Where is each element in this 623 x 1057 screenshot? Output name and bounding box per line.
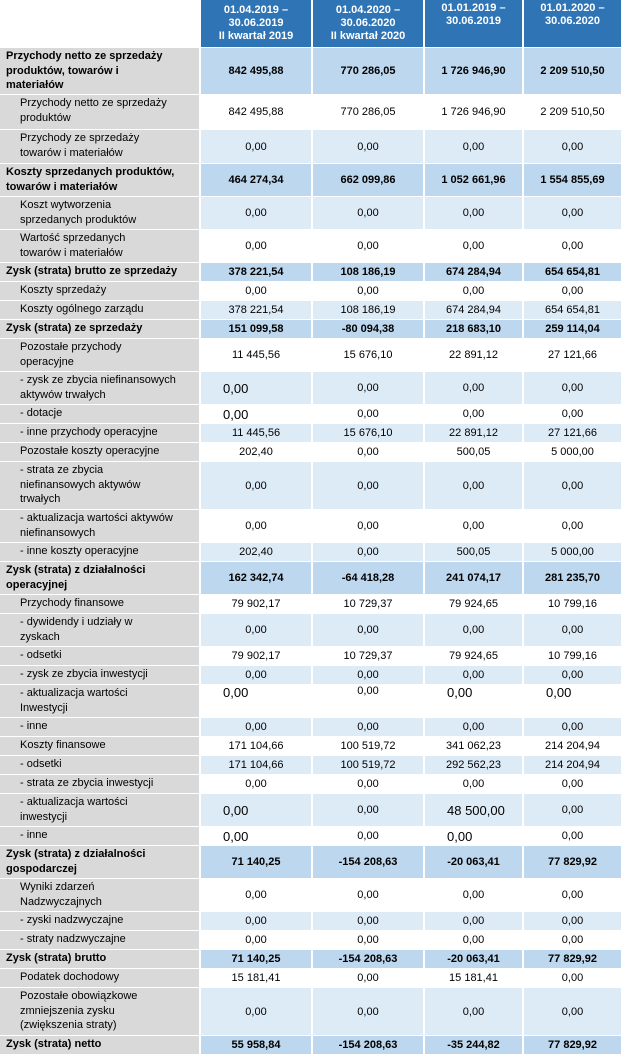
value-cell: 0,00 bbox=[425, 462, 524, 510]
value-cell: 0,00 bbox=[313, 685, 425, 718]
value-cell: 0,00 bbox=[425, 988, 524, 1036]
value-cell: 10 729,37 bbox=[313, 595, 425, 614]
value-cell: 378 221,54 bbox=[201, 263, 313, 282]
value-cell: 259 114,04 bbox=[524, 320, 623, 339]
value-cell: 0,00 bbox=[201, 372, 313, 405]
value-cell: 0,00 bbox=[313, 130, 425, 164]
value-cell: 0,00 bbox=[425, 372, 524, 405]
value-cell: 0,00 bbox=[425, 666, 524, 685]
value-cell: 0,00 bbox=[313, 794, 425, 827]
table-row bbox=[0, 424, 623, 443]
value-cell: 0,00 bbox=[524, 405, 623, 424]
row-label: - straty nadzwyczajne bbox=[0, 931, 201, 950]
row-label: Przychody ze sprzedaży towarów i materiałów bbox=[0, 130, 201, 164]
row-label: Zysk (strata) z działalności operacyjnej bbox=[0, 562, 201, 595]
value-cell: 2 209 510,50 bbox=[524, 95, 623, 130]
value-cell: 48 500,00 bbox=[425, 794, 524, 827]
value-cell: 202,40 bbox=[201, 543, 313, 562]
value-cell: 0,00 bbox=[425, 405, 524, 424]
value-cell: 214 204,94 bbox=[524, 756, 623, 775]
table-row bbox=[0, 647, 623, 666]
value-cell: 55 958,84 bbox=[201, 1036, 313, 1055]
value-cell: 22 891,12 bbox=[425, 339, 524, 372]
table-row bbox=[0, 339, 623, 372]
value-cell: 0,00 bbox=[201, 912, 313, 931]
value-cell: 842 495,88 bbox=[201, 95, 313, 130]
value-cell: 378 221,54 bbox=[201, 301, 313, 320]
value-cell: 79 924,65 bbox=[425, 647, 524, 666]
period-header: 01.01.2020 – 30.06.2020 bbox=[524, 0, 623, 48]
value-cell: 0,00 bbox=[524, 827, 623, 846]
value-cell: 10 799,16 bbox=[524, 595, 623, 614]
table-row bbox=[0, 794, 623, 827]
value-cell: 0,00 bbox=[524, 969, 623, 988]
value-cell: 0,00 bbox=[524, 130, 623, 164]
table-row bbox=[0, 130, 623, 164]
table-row bbox=[0, 95, 623, 130]
value-cell: 500,05 bbox=[425, 543, 524, 562]
value-cell: 214 204,94 bbox=[524, 737, 623, 756]
value-cell: 11 445,56 bbox=[201, 424, 313, 443]
value-cell: 108 186,19 bbox=[313, 301, 425, 320]
period-header: 01.04.2020 – 30.06.2020 II kwartał 2020 bbox=[313, 0, 425, 48]
table-row bbox=[0, 443, 623, 462]
table-row bbox=[0, 282, 623, 301]
value-cell: 71 140,25 bbox=[201, 950, 313, 969]
value-cell: 79 924,65 bbox=[425, 595, 524, 614]
value-cell: 0,00 bbox=[524, 685, 623, 718]
value-cell: -20 063,41 bbox=[425, 846, 524, 879]
value-cell: 0,00 bbox=[313, 543, 425, 562]
period-header: 01.01.2019 – 30.06.2019 bbox=[425, 0, 524, 48]
row-label: - aktualizacja wartości inwestycji bbox=[0, 794, 201, 827]
value-cell: 0,00 bbox=[313, 969, 425, 988]
table-row bbox=[0, 775, 623, 794]
row-label: Koszty finansowe bbox=[0, 737, 201, 756]
row-label: Koszt wytworzenia sprzedanych produktów bbox=[0, 197, 201, 230]
table-row bbox=[0, 666, 623, 685]
row-label: Pozostałe koszty operacyjne bbox=[0, 443, 201, 462]
value-cell: 171 104,66 bbox=[201, 737, 313, 756]
value-cell: 0,00 bbox=[201, 931, 313, 950]
value-cell: 281 235,70 bbox=[524, 562, 623, 595]
table-row bbox=[0, 931, 623, 950]
value-cell: 0,00 bbox=[524, 879, 623, 912]
value-cell: 0,00 bbox=[313, 775, 425, 794]
value-cell: 0,00 bbox=[425, 931, 524, 950]
value-cell: 0,00 bbox=[425, 685, 524, 718]
value-cell: 0,00 bbox=[524, 931, 623, 950]
table-row bbox=[0, 595, 623, 614]
value-cell: 241 074,17 bbox=[425, 562, 524, 595]
value-cell: 0,00 bbox=[313, 614, 425, 647]
row-label: Pozostałe przychody operacyjne bbox=[0, 339, 201, 372]
value-cell: 77 829,92 bbox=[524, 1036, 623, 1055]
table-row bbox=[0, 988, 623, 1036]
row-label: - aktualizacja wartości Inwestycji bbox=[0, 685, 201, 718]
value-cell: 674 284,94 bbox=[425, 301, 524, 320]
value-cell: 0,00 bbox=[313, 405, 425, 424]
value-cell: 0,00 bbox=[201, 794, 313, 827]
value-cell: 10 799,16 bbox=[524, 647, 623, 666]
summary-row bbox=[0, 1036, 623, 1055]
value-cell: 0,00 bbox=[524, 510, 623, 543]
value-cell: 341 062,23 bbox=[425, 737, 524, 756]
table-row bbox=[0, 969, 623, 988]
value-cell: 0,00 bbox=[201, 827, 313, 846]
value-cell: 108 186,19 bbox=[313, 263, 425, 282]
value-cell: 15 181,41 bbox=[201, 969, 313, 988]
row-label: Zysk (strata) z działalności gospodarczej bbox=[0, 846, 201, 879]
value-cell: 770 286,05 bbox=[313, 48, 425, 95]
row-label: - zysk ze zbycia inwestycji bbox=[0, 666, 201, 685]
value-cell: 0,00 bbox=[425, 510, 524, 543]
row-label: Zysk (strata) brutto bbox=[0, 950, 201, 969]
row-label: Koszty sprzedanych produktów, towarów i materiałów bbox=[0, 164, 201, 197]
value-cell: -154 208,63 bbox=[313, 950, 425, 969]
value-cell: 0,00 bbox=[524, 372, 623, 405]
row-label: - odsetki bbox=[0, 647, 201, 666]
row-label: - inne bbox=[0, 718, 201, 737]
row-label: Wyniki zdarzeń Nadzwyczajnych bbox=[0, 879, 201, 912]
row-label: - dywidendy i udziały w zyskach bbox=[0, 614, 201, 647]
value-cell: 0,00 bbox=[524, 230, 623, 263]
value-cell: 842 495,88 bbox=[201, 48, 313, 95]
value-cell: 10 729,37 bbox=[313, 647, 425, 666]
table-row bbox=[0, 510, 623, 543]
value-cell: 27 121,66 bbox=[524, 339, 623, 372]
value-cell: 1 554 855,69 bbox=[524, 164, 623, 197]
value-cell: 71 140,25 bbox=[201, 846, 313, 879]
value-cell: 464 274,34 bbox=[201, 164, 313, 197]
value-cell: 202,40 bbox=[201, 443, 313, 462]
table-row bbox=[0, 737, 623, 756]
value-cell: 0,00 bbox=[313, 931, 425, 950]
value-cell: 0,00 bbox=[524, 614, 623, 647]
value-cell: 27 121,66 bbox=[524, 424, 623, 443]
summary-row bbox=[0, 48, 623, 95]
table-row bbox=[0, 685, 623, 718]
row-label: Zysk (strata) netto bbox=[0, 1036, 201, 1055]
row-label: - inne koszty operacyjne bbox=[0, 543, 201, 562]
row-label: Koszty ogólnego zarządu bbox=[0, 301, 201, 320]
value-cell: -64 418,28 bbox=[313, 562, 425, 595]
value-cell: 5 000,00 bbox=[524, 443, 623, 462]
summary-row bbox=[0, 164, 623, 197]
table-row bbox=[0, 879, 623, 912]
value-cell: 0,00 bbox=[313, 666, 425, 685]
row-label: Koszty sprzedaży bbox=[0, 282, 201, 301]
value-cell: -154 208,63 bbox=[313, 1036, 425, 1055]
value-cell: 0,00 bbox=[201, 614, 313, 647]
value-cell: 0,00 bbox=[201, 775, 313, 794]
value-cell: 0,00 bbox=[313, 912, 425, 931]
value-cell: 0,00 bbox=[524, 282, 623, 301]
table-row bbox=[0, 462, 623, 510]
value-cell: 0,00 bbox=[425, 230, 524, 263]
value-cell: 0,00 bbox=[425, 197, 524, 230]
value-cell: 1 052 661,96 bbox=[425, 164, 524, 197]
value-cell: 0,00 bbox=[313, 718, 425, 737]
summary-row bbox=[0, 950, 623, 969]
summary-row bbox=[0, 320, 623, 339]
value-cell: 218 683,10 bbox=[425, 320, 524, 339]
value-cell: 0,00 bbox=[201, 988, 313, 1036]
value-cell: -154 208,63 bbox=[313, 846, 425, 879]
row-label: - strata ze zbycia niefinansowych aktywów trwałych bbox=[0, 462, 201, 510]
row-label: - dotacje bbox=[0, 405, 201, 424]
table-row bbox=[0, 912, 623, 931]
value-cell: 1 726 946,90 bbox=[425, 48, 524, 95]
value-cell: 0,00 bbox=[313, 197, 425, 230]
value-cell: 0,00 bbox=[313, 510, 425, 543]
row-label: Przychody netto ze sprzedaży produktów, towarów i materiałów bbox=[0, 48, 201, 95]
value-cell: 0,00 bbox=[201, 666, 313, 685]
value-cell: 0,00 bbox=[524, 718, 623, 737]
value-cell: 674 284,94 bbox=[425, 263, 524, 282]
row-label: - strata ze zbycia inwestycji bbox=[0, 775, 201, 794]
period-header: 01.04.2019 – 30.06.2019 II kwartał 2019 bbox=[201, 0, 313, 48]
value-cell: 22 891,12 bbox=[425, 424, 524, 443]
value-cell: 500,05 bbox=[425, 443, 524, 462]
row-label: Przychody netto ze sprzedaży produktów bbox=[0, 95, 201, 130]
row-label: - inne przychody operacyjne bbox=[0, 424, 201, 443]
table-row bbox=[0, 718, 623, 737]
table-row bbox=[0, 405, 623, 424]
value-cell: 0,00 bbox=[201, 230, 313, 263]
header-corner bbox=[0, 0, 201, 48]
value-cell: -35 244,82 bbox=[425, 1036, 524, 1055]
value-cell: 100 519,72 bbox=[313, 737, 425, 756]
value-cell: 15 676,10 bbox=[313, 339, 425, 372]
header-row bbox=[0, 0, 623, 48]
value-cell: 0,00 bbox=[425, 827, 524, 846]
summary-row bbox=[0, 846, 623, 879]
value-cell: 0,00 bbox=[313, 462, 425, 510]
value-cell: 0,00 bbox=[201, 718, 313, 737]
value-cell: 1 726 946,90 bbox=[425, 95, 524, 130]
value-cell: 11 445,56 bbox=[201, 339, 313, 372]
table-row bbox=[0, 230, 623, 263]
row-label: Wartość sprzedanych towarów i materiałów bbox=[0, 230, 201, 263]
summary-row bbox=[0, 562, 623, 595]
value-cell: 0,00 bbox=[524, 462, 623, 510]
value-cell: 0,00 bbox=[524, 666, 623, 685]
value-cell: 5 000,00 bbox=[524, 543, 623, 562]
value-cell: -80 094,38 bbox=[313, 320, 425, 339]
value-cell: 15 181,41 bbox=[425, 969, 524, 988]
value-cell: 0,00 bbox=[313, 827, 425, 846]
value-cell: 77 829,92 bbox=[524, 846, 623, 879]
table-row bbox=[0, 614, 623, 647]
row-label: - zyski nadzwyczajne bbox=[0, 912, 201, 931]
value-cell: 0,00 bbox=[425, 282, 524, 301]
table-row bbox=[0, 543, 623, 562]
value-cell: 654 654,81 bbox=[524, 263, 623, 282]
row-label: Podatek dochodowy bbox=[0, 969, 201, 988]
value-cell: 0,00 bbox=[201, 462, 313, 510]
summary-row bbox=[0, 263, 623, 282]
value-cell: 0,00 bbox=[524, 988, 623, 1036]
value-cell: 0,00 bbox=[201, 282, 313, 301]
value-cell: 0,00 bbox=[425, 130, 524, 164]
row-label: Zysk (strata) ze sprzedaży bbox=[0, 320, 201, 339]
row-label: Przychody finansowe bbox=[0, 595, 201, 614]
value-cell: 0,00 bbox=[201, 879, 313, 912]
value-cell: 0,00 bbox=[201, 130, 313, 164]
value-cell: 0,00 bbox=[201, 510, 313, 543]
value-cell: 770 286,05 bbox=[313, 95, 425, 130]
table-row bbox=[0, 827, 623, 846]
value-cell: 2 209 510,50 bbox=[524, 48, 623, 95]
value-cell: 0,00 bbox=[425, 912, 524, 931]
value-cell: 654 654,81 bbox=[524, 301, 623, 320]
value-cell: 171 104,66 bbox=[201, 756, 313, 775]
row-label: Pozostałe obowiązkowe zmniejszenia zysku (zwiększenia straty) bbox=[0, 988, 201, 1036]
table-row bbox=[0, 372, 623, 405]
table-row bbox=[0, 756, 623, 775]
value-cell: 0,00 bbox=[524, 775, 623, 794]
value-cell: 0,00 bbox=[313, 879, 425, 912]
value-cell: 662 099,86 bbox=[313, 164, 425, 197]
value-cell: 0,00 bbox=[313, 372, 425, 405]
value-cell: 15 676,10 bbox=[313, 424, 425, 443]
row-label: - aktualizacja wartości aktywów niefinansowych bbox=[0, 510, 201, 543]
value-cell: 79 902,17 bbox=[201, 595, 313, 614]
value-cell: 0,00 bbox=[425, 718, 524, 737]
row-label: - inne bbox=[0, 827, 201, 846]
value-cell: 151 099,58 bbox=[201, 320, 313, 339]
value-cell: 0,00 bbox=[425, 879, 524, 912]
value-cell: 0,00 bbox=[201, 197, 313, 230]
value-cell: 0,00 bbox=[425, 614, 524, 647]
value-cell: 0,00 bbox=[313, 988, 425, 1036]
value-cell: 0,00 bbox=[524, 912, 623, 931]
value-cell: 0,00 bbox=[201, 685, 313, 718]
value-cell: 0,00 bbox=[313, 443, 425, 462]
value-cell: 0,00 bbox=[313, 230, 425, 263]
value-cell: 0,00 bbox=[201, 405, 313, 424]
row-label: Zysk (strata) brutto ze sprzedaży bbox=[0, 263, 201, 282]
value-cell: 0,00 bbox=[524, 794, 623, 827]
value-cell: 77 829,92 bbox=[524, 950, 623, 969]
value-cell: 0,00 bbox=[425, 775, 524, 794]
value-cell: -20 063,41 bbox=[425, 950, 524, 969]
row-label: - zysk ze zbycia niefinansowych aktywów trwałych bbox=[0, 372, 201, 405]
table-row bbox=[0, 197, 623, 230]
table-row bbox=[0, 301, 623, 320]
value-cell: 0,00 bbox=[524, 197, 623, 230]
value-cell: 0,00 bbox=[313, 282, 425, 301]
row-label: - odsetki bbox=[0, 756, 201, 775]
value-cell: 162 342,74 bbox=[201, 562, 313, 595]
value-cell: 292 562,23 bbox=[425, 756, 524, 775]
value-cell: 100 519,72 bbox=[313, 756, 425, 775]
value-cell: 79 902,17 bbox=[201, 647, 313, 666]
